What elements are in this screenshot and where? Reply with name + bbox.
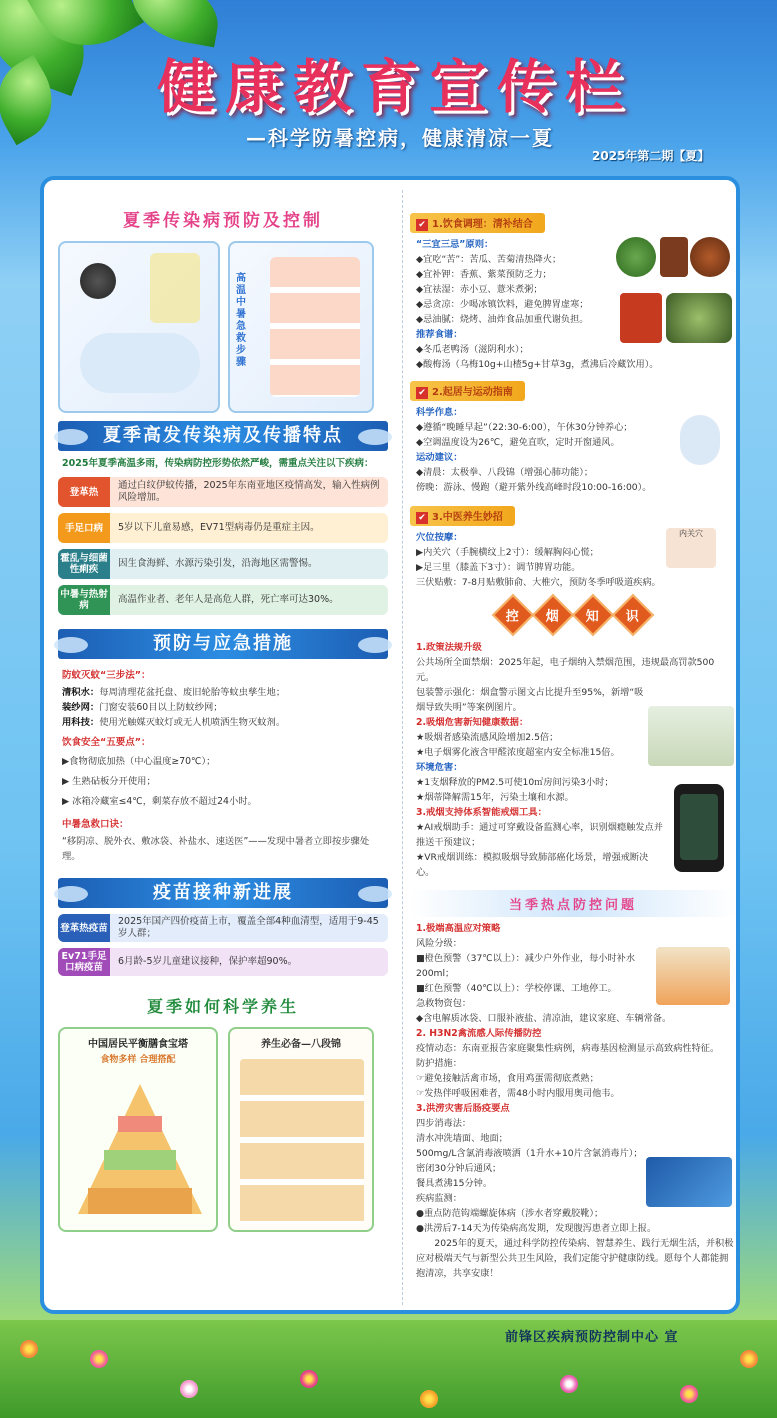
support-line: ★AI戒烟助手：通过可穿戴设备监测心率，识别烟瘾触发点并推送干预建议； [416, 822, 663, 848]
sign-icon [150, 253, 200, 323]
diet-line: ◆忌油腻：烧烤、油炸食品加重代谢负担。 [416, 314, 589, 325]
disease-tag: 霍乱与细菌性痢疾 [58, 549, 110, 579]
flower-decoration [560, 1375, 578, 1393]
schedule-heading: 科学作息： [416, 407, 463, 418]
diet-line: ◆宜吃“苦”：苦瓜、苦菊清热降火； [416, 254, 562, 265]
env-line: ★烟蒂降解需15年，污染土壤和水源。 [416, 792, 574, 803]
firstaid-line: “移阴凉、脱外衣、敷冰袋、补盐水、速送医”——发现中暑者立即按步骤处理。 [62, 836, 370, 862]
vaccine-item [58, 914, 388, 942]
neiguan-label: 内关穴 [679, 529, 703, 538]
support-line: ★VR戒烟训练：模拟吸烟导致肺部癌化场景，增强戒断决心。 [416, 852, 649, 878]
disease-intro: 2025年夏季高温多雨，传染病防控形势依然严峻，需重点关注以下疾病： [62, 458, 374, 469]
smoking-knowledge-title [410, 600, 736, 630]
heat-line: 风险分级： [416, 938, 462, 949]
heat-line: ◆含电解质冰袋、口服补液盐、清凉油，建议家庭、车辆常备。 [416, 1013, 672, 1024]
section-diet [410, 212, 736, 372]
env-line: ★1支烟释放的PM2.5可使10㎡房间污染3小时； [416, 777, 614, 788]
flood-line: ●洪涝后7-14天为传染病高发期，发现腹泻患者立即上报。 [416, 1223, 657, 1234]
banner-title: 健康教育宣传栏 [156, 53, 633, 121]
diet-principle-heading: “三宜三忌”原则： [416, 239, 494, 250]
flood-line: 餐具煮沸15分钟。 [416, 1178, 493, 1189]
harm-heading: 2.吸烟危害新知健康数据： [416, 717, 529, 728]
left-column [58, 180, 388, 1237]
disease-item-hfmd [58, 513, 388, 543]
wellness-images [58, 1027, 388, 1237]
title-diamond: 识 [612, 594, 654, 636]
title-diamond: 控 [492, 594, 534, 636]
acupoint-heading: 穴位按摩： [416, 532, 463, 543]
h3n2-line: ☞发热伴呼吸困难者，需48小时内服用奥司他韦。 [416, 1088, 620, 1099]
disease-tag: 手足口病 [58, 513, 110, 543]
food-line: ▶食物彻底加热（中心温度≥70℃）； [62, 756, 216, 767]
pyramid-title: 中国居民平衡膳食宝塔 [88, 1039, 188, 1050]
disinfection-image [646, 1157, 732, 1207]
heat-warning-image [656, 947, 730, 1005]
salad-image [616, 237, 656, 277]
flower-decoration [180, 1380, 198, 1398]
policy-heading: 1.政策法规升级 [416, 642, 482, 653]
steps-cartoon [270, 257, 360, 397]
baduanjin-image [228, 1027, 374, 1232]
acupoint-line: ▶足三里（膝盖下3寸）：调节脾胃功能。 [416, 562, 581, 573]
acupoint-line: ▶内关穴（手腕横纹上2寸）：缓解胸闷心慌； [416, 547, 599, 558]
policy-line: 公共场所全面禁烟：2025年起，电子烟纳入禁烟范围，违规最高罚款500元。 [416, 657, 715, 683]
spray-icon [80, 333, 200, 393]
diet-line: ◆宜祛湿：赤小豆、薏米煮粥； [416, 284, 543, 295]
mosquito-heading: 防蚊灭蚊“三步法”： [62, 670, 151, 681]
acupoint-line: 三伏贴敷：7-8月贴敷肺俞、大椎穴，预防冬季呼吸道疾病。 [416, 577, 661, 588]
mosquito-line: 装纱网：门窗安装60目以上防蚊纱网； [62, 702, 223, 713]
coil-icon [80, 263, 116, 299]
support-heading: 3.戒烟支持体系智能戒烟工具： [416, 807, 547, 818]
exercise-heading: 运动建议： [416, 452, 463, 463]
phone-app-image [674, 784, 724, 872]
mosquito-prevention-image [58, 241, 220, 413]
check-icon: ✔ [416, 387, 428, 399]
flood-heading: 3.洪涝灾害后肠疫要点 [416, 1103, 510, 1114]
harm-line: ★电子烟雾化液含甲醛浓度超室内安全标准15倍。 [416, 747, 620, 758]
closing-text: 2025年的夏天，通过科学防控传染病、智慧养生、践行无烟生活，并积极应对极端天气与新型公共卫生风险，我们定能守护健康防线。愿每个人都能拥抱清凉，共享安康！ [416, 1238, 734, 1279]
disease-item-dengue [58, 477, 388, 507]
flood-line: ●重点防范钩端螺旋体病（涉水者穿戴胶靴）； [416, 1208, 604, 1219]
pyramid-base [88, 1188, 192, 1214]
food-line: ▶ 冰箱冷藏室≤4℃，剩菜存放不超过24小时。 [62, 796, 257, 807]
pyramid-subtitle: 食物多样 合理搭配 [100, 1055, 176, 1065]
disease-desc: 因生食海鲜、水源污染引发，沿海地区需警惕。 [118, 558, 318, 569]
section-lifestyle [410, 380, 736, 495]
flower-decoration [90, 1350, 108, 1368]
recipe-heading: 推荐食谱： [416, 329, 463, 340]
flood-line: 疾病监测： [416, 1193, 462, 1204]
heatstroke-vertical-text: 高温中暑急救步骤 [236, 273, 246, 368]
disease-desc: 高温作业者、老年人是高危人群，死亡率可达30%。 [118, 594, 339, 605]
cigarette-infographic [648, 706, 734, 766]
title-diamond: 烟 [532, 594, 574, 636]
hotspot-content [410, 917, 736, 1281]
bbq-image [620, 293, 662, 343]
top-art-title: 夏季传染病预防及控制 [123, 211, 323, 231]
env-heading: 环境危害： [416, 762, 463, 773]
exercise-line: ◆清晨：太极拳、八段锦（增强心肺功能）； [416, 467, 594, 478]
h3n2-line: 疫情动态：东南亚报告家庭聚集性病例，病毒基因检测显示高致病性特征。 [416, 1043, 720, 1054]
duck-soup-image [666, 293, 732, 343]
harm-line: ★吸烟者感染流感风险增加2.5倍； [416, 732, 559, 743]
baduanjin-figures [240, 1059, 364, 1224]
section-title-vaccine: 疫苗接种新进展 [58, 878, 388, 908]
vaccine-desc: 2025年国产四价疫苗上市，覆盖全部4种血清型，适用于9-45岁人群； [118, 916, 379, 939]
pyramid-meat [118, 1116, 162, 1132]
banner-subtitle: —科学防暑控病，健康清凉一夏 [246, 126, 554, 150]
flower-decoration [300, 1370, 318, 1388]
heat-strategy-heading: 1.极端高温应对策略 [416, 923, 501, 934]
vaccine-tag: 登革热疫苗 [58, 914, 110, 942]
dish-image [660, 237, 688, 277]
heatstroke-steps-image [228, 241, 374, 413]
flood-line: 四步消毒法： [416, 1118, 472, 1129]
policy-line: 包装警示强化：烟盒警示图文占比提升至95%，新增“吸烟导致失明”等案例图片。 [416, 687, 644, 713]
neiguan-image [666, 528, 716, 568]
disease-item-cholera [58, 549, 388, 579]
recipe-line: ◆冬瓜老鸭汤（滋阴利水）； [416, 344, 529, 355]
h3n2-heading: 2. H3N2禽流感人际传播防控 [416, 1028, 542, 1039]
firstaid-heading: 中暑急救口诀： [62, 819, 129, 830]
diet-tag: ✔ 1.饮食调理：清补结合 [410, 213, 545, 233]
check-icon: ✔ [416, 219, 428, 231]
disease-item-heatstroke [58, 585, 388, 615]
baduanjin-title: 养生必备—八段锦 [261, 1039, 341, 1050]
exercise-line: 傍晚：游泳、慢跑（避开紫外线高峰时段10:00-16:00）。 [416, 482, 652, 493]
schedule-line: ◆遵循“晚睡早起”（22:30-6:00），午休30分钟养心； [416, 422, 633, 433]
smoking-content [410, 636, 736, 880]
hotspot-title: 当季热点防控问题 [410, 890, 736, 917]
vaccine-desc: 6月龄-5岁儿童建议接种，保护率超90%。 [118, 956, 298, 967]
prevention-illustrations [58, 241, 388, 421]
pyramid-veg [104, 1150, 176, 1170]
column-divider [402, 190, 403, 1305]
flower-decoration [680, 1385, 698, 1403]
section-tcm [410, 505, 736, 590]
vaccine-tag: Ev71手足口病疫苗 [58, 948, 110, 976]
issue-label: 2025年第二期【夏】 [592, 149, 710, 163]
flower-decoration [740, 1350, 758, 1368]
right-column [410, 180, 736, 1281]
soup-image [690, 237, 730, 277]
food-pyramid-image [58, 1027, 218, 1232]
title-diamond: 知 [572, 594, 614, 636]
check-icon: ✔ [416, 512, 428, 524]
flood-line: 清水冲洗墙面、地面； [416, 1133, 508, 1144]
diet-line: ◆宜补钾：香蕉、紫菜预防乏力； [416, 269, 552, 280]
h3n2-line: 防护措施： [416, 1058, 462, 1069]
tcm-tag: ✔ 3.中医养生妙招 [410, 506, 515, 526]
flower-decoration [420, 1390, 438, 1408]
content-panel [40, 176, 740, 1314]
exercise-figure-image [680, 415, 720, 465]
disease-desc: 5岁以下儿童易感，EV71型病毒仍是重症主因。 [118, 522, 320, 533]
flower-decoration [20, 1340, 38, 1358]
prevention-content [58, 659, 388, 864]
section-title-prevention: 预防与应急措施 [58, 629, 388, 659]
wellness-title: 夏季如何科学养生 [146, 997, 299, 1016]
mosquito-line: 用科技：使用光触媒灭蚊灯或无人机喷洒生物灭蚊剂。 [62, 717, 286, 728]
recipe-line: ◆酸梅汤（乌梅10g+山楂5g+甘草3g，煮沸后冷藏饮用）。 [416, 359, 659, 370]
disease-desc: 通过白纹伊蚊传播，2025年东南亚地区疫情高发，输入性病例风险增加。 [118, 480, 380, 503]
heat-line: 急救物资包： [416, 998, 472, 1009]
footer-organization: 前锋区疾病预防控制中心 宣 [505, 1330, 679, 1345]
heat-line: ■橙色预警（37℃以上）：减少户外作业，每小时补水200ml； [416, 953, 636, 979]
disease-tag: 登革热 [58, 477, 110, 507]
section-title-diseases: 夏季高发传染病及传播特点 [58, 421, 388, 451]
mosquito-line: 清积水：每周清理花盆托盘、废旧轮胎等蚊虫孳生地； [62, 687, 286, 698]
schedule-line: ◆空调温度设为26℃，避免直吹，定时开窗通风。 [416, 437, 620, 448]
flood-line: 密闭30分钟后通风； [416, 1163, 502, 1174]
food-line: ▶ 生熟砧板分开使用； [62, 776, 156, 787]
disease-tag: 中暑与热射病 [58, 585, 110, 615]
h3n2-line: ☞避免接触活禽市场，食用鸡蛋需彻底煮熟； [416, 1073, 599, 1084]
heat-line: ■红色预警（40℃以上）：学校停课、工地停工。 [416, 983, 617, 994]
food-heading: 饮食安全“五要点”： [62, 737, 151, 748]
lifestyle-tag: ✔ 2.起居与运动指南 [410, 381, 525, 401]
vaccine-item [58, 948, 388, 976]
diet-line: ◆忌贪凉：少喝冰镇饮料，避免脾胃虚寒； [416, 299, 589, 310]
flood-line: 500mg/L含氯消毒液喷洒（1升水+10片含氯消毒片）； [416, 1148, 643, 1159]
